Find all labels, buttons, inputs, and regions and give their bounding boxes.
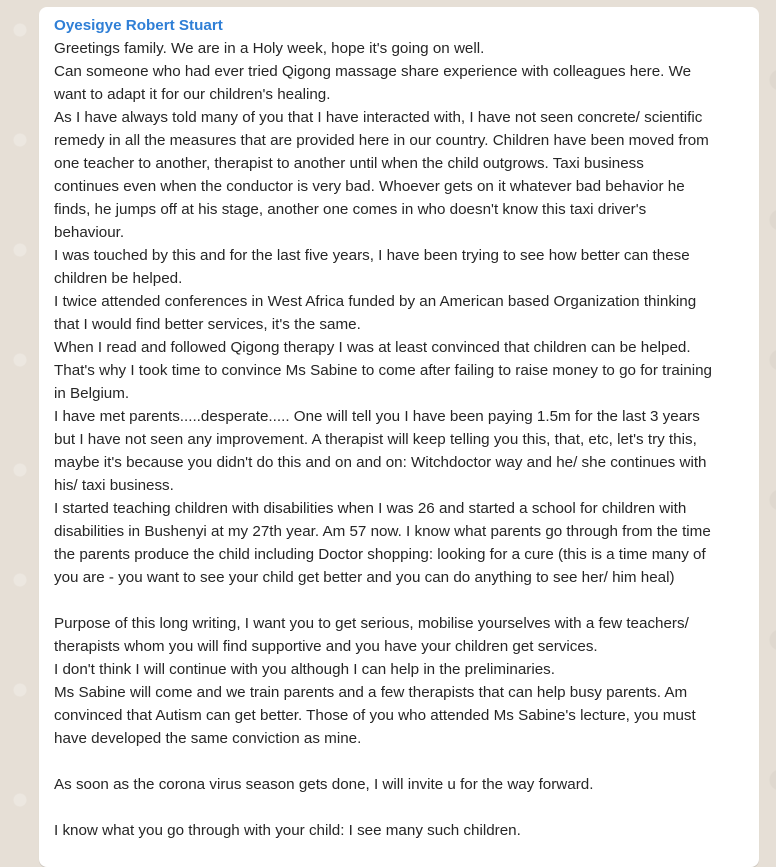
message-line: I was touched by this and for the last five years, I have been trying to see how better can these: [54, 247, 690, 264]
message-line: Can someone who had ever tried Qigong massage share experience with colleagues here. We: [54, 63, 692, 80]
message-line: [54, 750, 749, 773]
message-line: I don't think I will continue with you although I can help in the preliminaries.: [54, 661, 555, 678]
message-line: As soon as the corona virus season gets done, I will invite u for the way forward.: [54, 776, 594, 793]
message-line: I twice attended conferences in West Africa funded by an American based Organization thinking: [54, 293, 697, 310]
sender-name[interactable]: Oyesigye Robert Stuart: [54, 17, 223, 34]
message-line: continues even when the conductor is very bad. Whoever gets on it whatever bad behavior he: [54, 178, 685, 195]
message-line: I know what you go through with your child: I see many such children.: [54, 822, 521, 839]
message-bubble[interactable]: [39, 7, 759, 867]
message-line: that I would find better services, it's the same.: [54, 316, 361, 333]
message-line: That's why I took time to convince Ms Sabine to come after failing to raise money to go for training: [54, 362, 712, 379]
message-line: but I have not seen any improvement. A therapist will keep telling you this, that, etc, let's try this,: [54, 431, 697, 448]
message-line: Purpose of this long writing, I want you to get serious, mobilise yourselves with a few teachers/: [54, 615, 689, 632]
message-line: finds, he jumps off at his stage, another one comes in who doesn't know this taxi driver's: [54, 201, 647, 218]
message-line: you are - you want to see your child get better and you can do anything to see her/ him heal): [54, 569, 675, 586]
message-line: [54, 796, 749, 819]
message-line: children be helped.: [54, 270, 183, 287]
message-line: disabilities in Bushenyi at my 27th year. Am 57 now. I know what parents go through from the time: [54, 523, 711, 540]
message-line: maybe it's because you didn't do this and on and on: Witchdoctor way and he/ she continues with: [54, 454, 707, 471]
message-line: Greetings family. We are in a Holy week, hope it's going on well.: [54, 40, 485, 57]
message-line: one teacher to another, therapist to another until when the child outgrows. Taxi business: [54, 155, 644, 172]
message-text: [54, 37, 749, 842]
message-line: the parents produce the child including Doctor shopping: looking for a cure (this is a time many of: [54, 546, 706, 563]
message-line: want to adapt it for our children's healing.: [54, 86, 331, 103]
message-line: Ms Sabine will come and we train parents and a few therapists that can help busy parents. Am: [54, 684, 688, 701]
message-line: remedy in all the measures that are provided here in our country. Children have been moved from: [54, 132, 709, 149]
message-line: his/ taxi business.: [54, 477, 174, 494]
message-line: I started teaching children with disabilities when I was 26 and started a school for children with: [54, 500, 687, 517]
message-line: As I have always told many of you that I have interacted with, I have not seen concrete/ scientific: [54, 109, 703, 126]
message-line: I have met parents.....desperate..... One will tell you I have been paying 1.5m for the last 3 years: [54, 408, 700, 425]
message-line: When I read and followed Qigong therapy I was at least convinced that children can be helped.: [54, 339, 691, 356]
message-line: therapists whom you will find supportive and you have your children get services.: [54, 638, 598, 655]
message-line: behaviour.: [54, 224, 125, 241]
message-line: in Belgium.: [54, 385, 130, 402]
message-line: convinced that Autism can get better. Those of you who attended Ms Sabine's lecture, you must: [54, 707, 696, 724]
message-line: have developed the same conviction as mine.: [54, 730, 362, 747]
message-line: [54, 589, 749, 612]
